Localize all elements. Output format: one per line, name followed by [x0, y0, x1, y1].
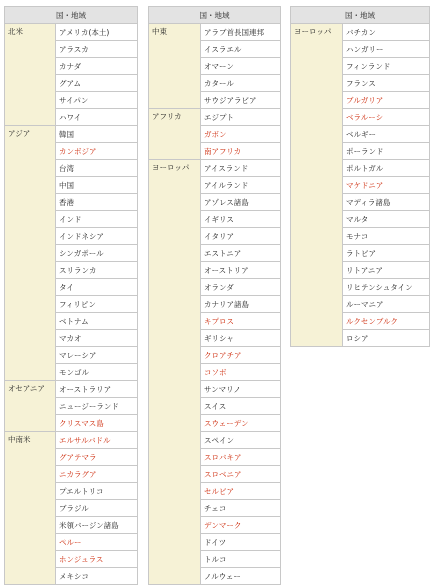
country-cell: スイス	[201, 398, 281, 415]
country-cell: プエルトリコ	[56, 483, 138, 500]
country-cell: ルーマニア	[343, 296, 430, 313]
country-cell: イスラエル	[201, 41, 281, 58]
country-table-2	[148, 6, 281, 585]
region-cell: アジア	[5, 126, 56, 381]
region-cell: ヨーロッパ	[291, 24, 343, 347]
country-cell: 米領バージン諸島	[56, 517, 138, 534]
country-cell: モンゴル	[56, 364, 138, 381]
country-cell: マディラ諸島	[343, 194, 430, 211]
country-cell: インド	[56, 211, 138, 228]
country-cell: ルクセンブルク	[343, 313, 430, 330]
country-cell: マカオ	[56, 330, 138, 347]
country-cell: マルタ	[343, 211, 430, 228]
region-cell: ヨーロッパ	[149, 160, 201, 585]
table-row	[5, 432, 138, 449]
country-cell: ベトナム	[56, 313, 138, 330]
country-cell: スウェーデン	[201, 415, 281, 432]
country-cell: ペルー	[56, 534, 138, 551]
country-cell: アラスカ	[56, 41, 138, 58]
country-cell: ベルギー	[343, 126, 430, 143]
country-cell: イギリス	[201, 211, 281, 228]
country-cell: ブラジル	[56, 500, 138, 517]
country-cell: スロベニア	[201, 466, 281, 483]
country-cell: セルビア	[201, 483, 281, 500]
country-cell: グアテマラ	[56, 449, 138, 466]
country-cell: ポルトガル	[343, 160, 430, 177]
table-row	[149, 24, 281, 41]
country-cell: カナダ	[56, 58, 138, 75]
country-cell: ベラルーシ	[343, 109, 430, 126]
country-cell: イタリア	[201, 228, 281, 245]
country-cell: カナリア諸島	[201, 296, 281, 313]
header-row	[291, 7, 430, 24]
country-cell: リヒテンシュタイン	[343, 279, 430, 296]
country-cell: デンマーク	[201, 517, 281, 534]
region-cell: 中南米	[5, 432, 56, 585]
country-cell: インドネシア	[56, 228, 138, 245]
country-cell: ニカラグア	[56, 466, 138, 483]
country-cell: 南アフリカ	[201, 143, 281, 160]
country-cell: ブルガリア	[343, 92, 430, 109]
country-cell: サウジアラビア	[201, 92, 281, 109]
country-cell: トルコ	[201, 551, 281, 568]
country-cell: オランダ	[201, 279, 281, 296]
country-cell: ポーランド	[343, 143, 430, 160]
region-cell: オセアニア	[5, 381, 56, 432]
column-header: 国・地域	[5, 7, 138, 24]
country-cell: ドイツ	[201, 534, 281, 551]
country-cell: オマーン	[201, 58, 281, 75]
header-row	[5, 7, 138, 24]
country-cell: カンボジア	[56, 143, 138, 160]
country-table-3	[290, 6, 430, 347]
country-cell: メキシコ	[56, 568, 138, 585]
country-cell: モナコ	[343, 228, 430, 245]
country-cell: クロアチア	[201, 347, 281, 364]
country-cell: エストニア	[201, 245, 281, 262]
country-cell: アラブ首長国連邦	[201, 24, 281, 41]
region-cell: アフリカ	[149, 109, 201, 160]
country-cell: ガボン	[201, 126, 281, 143]
country-cell: サイパン	[56, 92, 138, 109]
country-cell: フランス	[343, 75, 430, 92]
country-cell: コソボ	[201, 364, 281, 381]
country-cell: フィリピン	[56, 296, 138, 313]
country-cell: フィンランド	[343, 58, 430, 75]
country-cell: タイ	[56, 279, 138, 296]
country-cell: ラトビア	[343, 245, 430, 262]
country-cell: エジプト	[201, 109, 281, 126]
country-cell: ロシア	[343, 330, 430, 347]
country-cell: エルサルバドル	[56, 432, 138, 449]
country-cell: アイスランド	[201, 160, 281, 177]
country-cell: バチカン	[343, 24, 430, 41]
country-cell: キプロス	[201, 313, 281, 330]
country-cell: マレーシア	[56, 347, 138, 364]
country-cell: スペイン	[201, 432, 281, 449]
column-header: 国・地域	[291, 7, 430, 24]
region-cell: 北米	[5, 24, 56, 126]
country-cell: ホンジュラス	[56, 551, 138, 568]
table-row	[5, 126, 138, 143]
country-cell: ハンガリー	[343, 41, 430, 58]
country-cell: アイルランド	[201, 177, 281, 194]
country-cell: ノルウェー	[201, 568, 281, 585]
country-cell: ギリシャ	[201, 330, 281, 347]
country-cell: 中国	[56, 177, 138, 194]
region-cell: 中東	[149, 24, 201, 109]
table-row	[5, 24, 138, 41]
column-header: 国・地域	[149, 7, 281, 24]
header-row	[149, 7, 281, 24]
country-cell: ハワイ	[56, 109, 138, 126]
country-cell: 香港	[56, 194, 138, 211]
country-cell: グアム	[56, 75, 138, 92]
country-cell: リトアニア	[343, 262, 430, 279]
country-cell: カタール	[201, 75, 281, 92]
country-cell: アゾレス諸島	[201, 194, 281, 211]
country-cell: サンマリノ	[201, 381, 281, 398]
country-cell: 台湾	[56, 160, 138, 177]
table-row	[5, 381, 138, 398]
country-cell: スロバキア	[201, 449, 281, 466]
country-cell: チェコ	[201, 500, 281, 517]
country-cell: マケドニア	[343, 177, 430, 194]
country-cell: スリランカ	[56, 262, 138, 279]
country-cell: アメリカ(本土)	[56, 24, 138, 41]
country-cell: オーストリア	[201, 262, 281, 279]
country-table-1	[4, 6, 138, 585]
table-row	[149, 160, 281, 177]
table-row	[149, 109, 281, 126]
country-cell: ニュージーランド	[56, 398, 138, 415]
country-cell: オーストラリア	[56, 381, 138, 398]
table-row	[291, 24, 430, 41]
country-cell: シンガポール	[56, 245, 138, 262]
country-cell: クリスマス島	[56, 415, 138, 432]
country-cell: 韓国	[56, 126, 138, 143]
